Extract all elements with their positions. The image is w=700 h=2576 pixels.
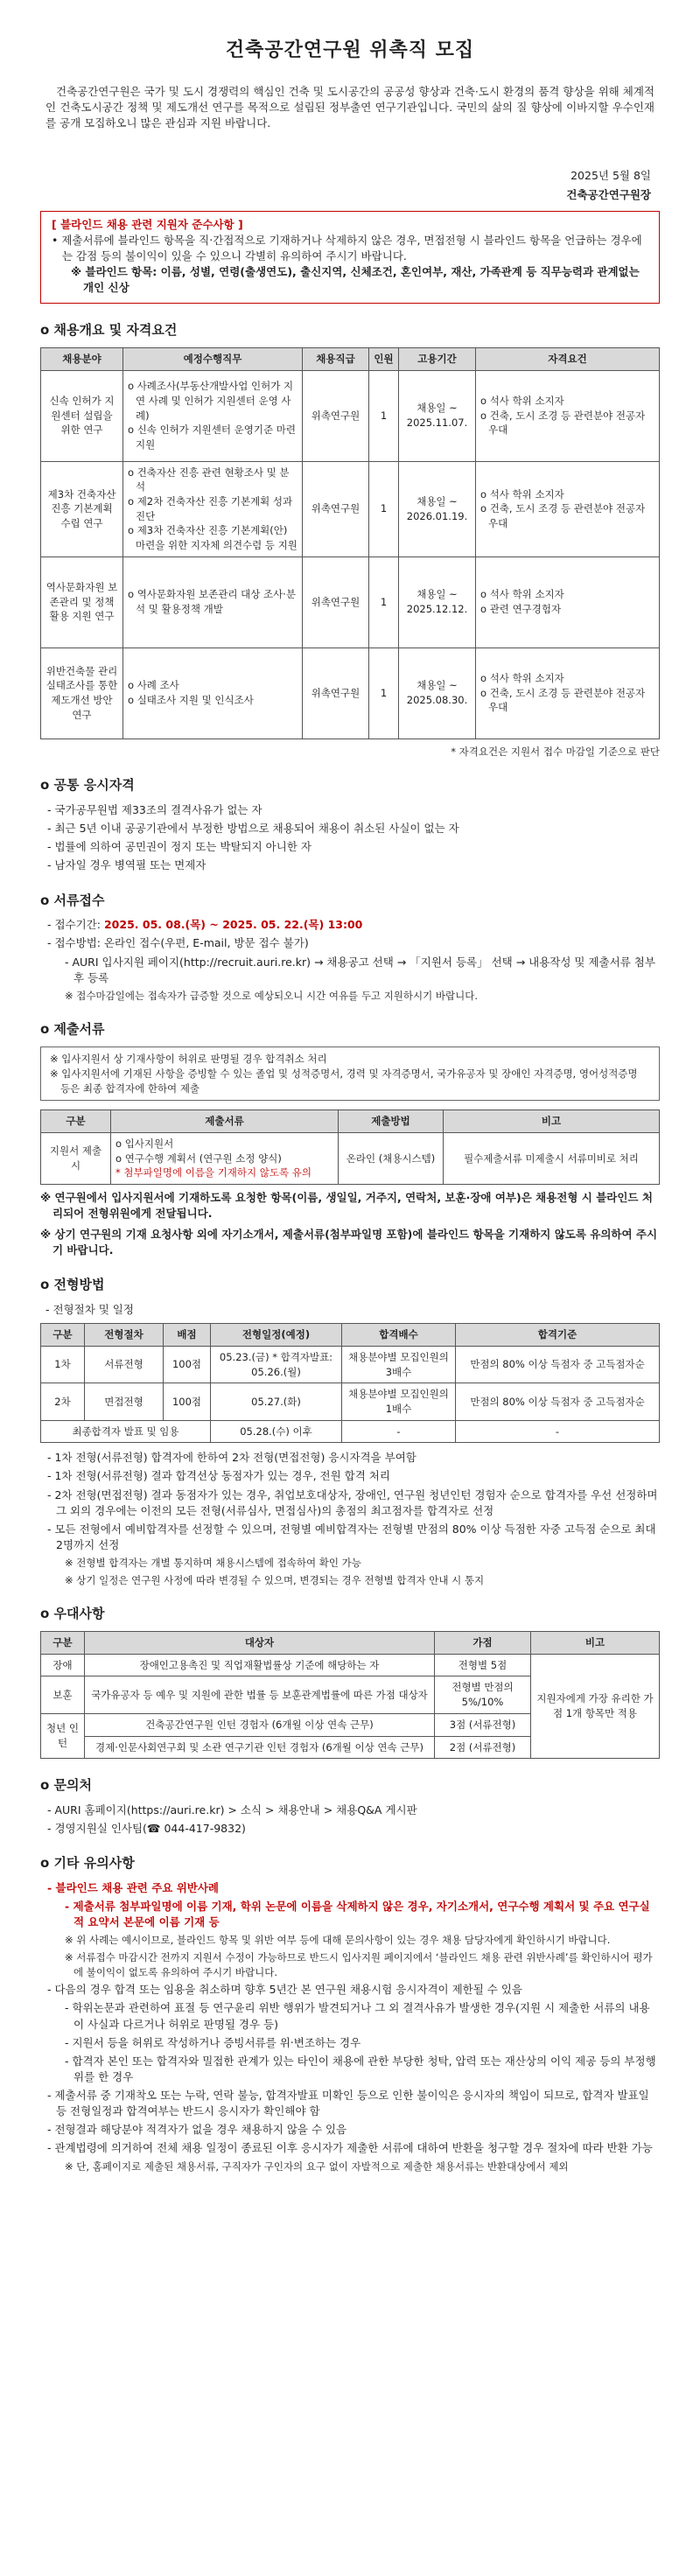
notice-date: 2025년 5월 8일 xyxy=(570,169,651,183)
table-cell: 장애인고용촉진 및 직업재활법률상 기준에 해당하는 자 xyxy=(85,1654,435,1676)
req-item: o 석사 학위 소지자 xyxy=(480,395,564,408)
list-item: - 2차 전형(면접전형) 결과 동점자가 있는 경우, 취업보호대상자, 장애인, 연구원 청년인턴 경험자 순으로 합격자를 우선 선정하며 그 외의 경우에는 이전의 모든 전형(서류심사, 면접심사)의 총점의 최고점자를 합격자로 선정 xyxy=(47,1488,658,1517)
table-cell: 1차 xyxy=(41,1346,85,1382)
req-cell xyxy=(476,556,660,648)
grade-cell: 위촉연구원 xyxy=(303,648,369,738)
table-footnote: * 자격요건은 지원서 접수 마감일 기준으로 판단 xyxy=(451,745,660,758)
duty-item: o 사례 조사 xyxy=(128,679,179,692)
table-cell: 보훈 xyxy=(41,1676,85,1713)
table-header: 자격요건 xyxy=(476,347,660,370)
table-row xyxy=(41,1383,660,1420)
table-cell: 만점의 80% 이상 득점자 중 고득점자순 xyxy=(456,1346,660,1382)
table-header: 예정수행직무 xyxy=(123,347,303,370)
documents-notice-box xyxy=(40,1046,660,1101)
table-header: 배점 xyxy=(164,1324,211,1347)
table-cell: 2차 xyxy=(41,1383,85,1420)
grade-cell: 위촉연구원 xyxy=(303,370,369,461)
section-title: o 공통 응시자격 xyxy=(40,777,135,794)
req-cell xyxy=(476,461,660,556)
duties-cell xyxy=(123,461,303,556)
table-row xyxy=(41,556,660,648)
blind-notice-box xyxy=(40,211,660,304)
duty-item: o 신속 인허가 지원센터 운영기준 마련 지원 xyxy=(128,424,296,452)
table-cell: - xyxy=(456,1420,660,1443)
field-cell: 신속 인허가 지원센터 설립을 위한 연구 xyxy=(41,370,123,461)
violation-heading: - 블라인드 채용 관련 주요 위반사례 xyxy=(47,1880,219,1894)
issuer: 건축공간연구원장 xyxy=(566,188,651,202)
count-cell: 1 xyxy=(369,370,399,461)
table-header: 비고 xyxy=(531,1632,660,1655)
table-header: 합격기준 xyxy=(456,1324,660,1347)
table-cell: 만점의 80% 이상 득점자 중 고득점자순 xyxy=(456,1383,660,1420)
blind-instruction: ※ 상기 연구원의 기재 요청사항 외에 자기소개서, 제출서류(첨부파일명 포함)에 블라인드 항목을 기재하지 않도록 유의하여 주시기 바랍니다. xyxy=(40,1228,658,1257)
table-cell: 경제·인문사회연구회 및 소관 연구기관 인턴 경험자 (6개월 이상 연속 근무) xyxy=(85,1736,435,1759)
table-row xyxy=(41,1346,660,1382)
list-item: - 1차 전형(서류전형) 합격자에 한하여 2차 전형(면접전형) 응시자격을 부여함 xyxy=(47,1451,416,1465)
list-item: - AURI 입사지원 페이지(http://recruit.auri.re.kr) → 채용공고 선택 → 「지원서 등록」 선택 → 내용작성 및 제출서류 첨부 후 등록 xyxy=(65,955,655,984)
list-item: - 다음의 경우 합격 또는 임용을 취소하며 향후 5년간 본 연구원 채용시험 응시자격이 제한될 수 있음 xyxy=(47,1983,522,1997)
table-cell: 서류전형 xyxy=(85,1346,164,1382)
table-row xyxy=(41,1420,660,1443)
count-cell: 1 xyxy=(369,648,399,738)
list-note: ※ 서류접수 마감시간 전까지 지원서 수정이 가능하므로 반드시 입사지원 페이지에서 ‘블라인드 채용 관련 위반사례’를 확인하시어 평가에 불이익이 없도록 유의하여 주시기 바랍니다. xyxy=(65,1950,653,1978)
table-cell: 3점 (서류전형) xyxy=(435,1713,531,1736)
selection-rules xyxy=(40,1450,660,1587)
section-title: o 채용개요 및 자격요건 xyxy=(40,322,178,339)
selection-table xyxy=(40,1323,660,1443)
duties-cell xyxy=(123,648,303,738)
jobs-table xyxy=(40,347,660,739)
table-cell: 05.27.(화) xyxy=(211,1383,342,1420)
list-note: ※ 전형별 합격자는 개별 통지하며 채용시스템에 접속하여 확인 가능 xyxy=(65,1557,361,1570)
list-item: - 접수방법: 온라인 접수(우편, E-mail, 방문 접수 불가) xyxy=(47,936,309,950)
table-cell: 청년 인턴 xyxy=(41,1713,85,1758)
period-cell: 채용일 ~ 2025.11.07. xyxy=(399,370,476,461)
list-item: - 전형결과 해당분야 적격자가 없을 경우 채용하지 않을 수 있음 xyxy=(47,2123,347,2137)
page-title: 건축공간연구원 위촉직 모집 xyxy=(225,39,475,61)
signature-block xyxy=(40,168,651,203)
period-cell: 채용일 ~ 2025.08.30. xyxy=(399,648,476,738)
category-cell: 지원서 제출 시 xyxy=(41,1132,111,1184)
list-item: - 제출서류 중 기재착오 또는 누락, 연락 불능, 합격자발표 미확인 등으로 인한 불이익은 응시자의 책임이 되므로, 합격자 발표일 등 전형일정과 합격여부는 반드시 응시자가 확인해야 함 xyxy=(47,2089,649,2118)
req-item: o 관련 연구경험자 xyxy=(480,603,562,616)
list-item: - 1차 전형(서류전형) 결과 합격선상 동점자가 있는 경우, 전원 합격 처리 xyxy=(47,1469,390,1483)
req-cell xyxy=(476,370,660,461)
list-item: - 남자일 경우 병역필 또는 면제자 xyxy=(47,858,206,872)
field-cell: 제3차 건축자산 진흥 기본계획 수립 연구 xyxy=(41,461,123,556)
document-item: o 연구수행 계획서 (연구원 소정 양식) xyxy=(116,1152,282,1165)
application-list xyxy=(40,917,660,1003)
table-cell: 국가유공자 등 예우 및 지원에 관한 법률 등 보훈관계법률에 따른 가점 대상자 xyxy=(85,1676,435,1713)
table-row xyxy=(41,370,660,461)
req-item: o 석사 학위 소지자 xyxy=(480,487,564,500)
field-cell: 위반건축물 관리 실태조사를 통한 제도개선 방안 연구 xyxy=(41,648,123,738)
table-cell: 최종합격자 발표 및 임용 xyxy=(41,1420,211,1443)
table-row xyxy=(41,1654,660,1676)
duty-item: o 제3차 건축자산 진흥 기본계획(안) 마련을 위한 지자체 의견수렴 등 지원 xyxy=(128,524,298,551)
blind-instruction: ※ 연구원에서 입사지원서에 기재하도록 요청한 항목(이름, 생일일, 거주지, 연락처, 보훈·장애 여부)은 채용전형 시 블라인드 처리되어 전형위원에게 전달됩니다. xyxy=(40,1190,653,1221)
table-row xyxy=(41,648,660,738)
contact-list xyxy=(40,1802,660,1837)
table-header: 대상자 xyxy=(85,1632,435,1655)
table-cell: 100점 xyxy=(164,1383,211,1420)
notice-line: ※ 입사지원서 상 기재사항이 허위로 판명될 경우 합격취소 처리 xyxy=(50,1053,327,1066)
duty-item: o 사례조사(부동산개발사업 인허가 지연 사례 및 인허가 지원센터 운영 사례) xyxy=(128,380,294,422)
table-header: 제출서류 xyxy=(111,1110,339,1133)
table-header: 구분 xyxy=(41,1110,111,1133)
table-cell: 장애 xyxy=(41,1654,85,1676)
intro-paragraph: 건축공간연구원은 국가 및 도시 경쟁력의 핵심인 건축 및 도시공간의 공공성 향상과 건축·도시 환경의 품격 향상을 위해 체계적인 건축도시공간 정책 및 제도개선 연구를 목적으로 설립된 정부출연 연구기관입니다. 국민의 삶의 질 향상에 이바지할 우수인재를 공개 모집하오니 많은 관심과 지원 바랍니다. xyxy=(46,84,654,130)
section-title: o 우대사항 xyxy=(40,1606,105,1622)
list-note: ※ 접수마감일에는 접속자가 급증할 것으로 예상되오니 시간 여유를 두고 지원하시기 바랍니다. xyxy=(65,989,478,1002)
grade-cell: 위촉연구원 xyxy=(303,556,369,648)
remark-cell: 지원자에게 가장 유리한 가점 1개 항목만 적용 xyxy=(531,1654,660,1758)
duty-item: o 역사문화자원 보존관리 대상 조사·분석 및 활용정책 개발 xyxy=(128,588,296,616)
list-item: - 합격자 본인 또는 합격자와 밀접한 관계가 있는 타인이 채용에 관한 부당한 청탁, 압력 또는 재산상의 이익 제공 등의 부정행위를 한 경우 xyxy=(65,2054,656,2083)
req-item: o 석사 학위 소지자 xyxy=(480,672,564,685)
list-item: - 학위논문과 관련하여 표절 등 연구윤리 위반 행위가 발견되거나 그 외 결격사유가 발생한 경우(지원 시 제출한 서류의 내용이 사실과 다르거나 허위로 판명될 경우 등) xyxy=(65,2001,650,2031)
filename-warning: * 첨부파일명에 이름을 기재하지 않도록 유의 xyxy=(116,1166,312,1180)
table-header: 제출방법 xyxy=(339,1110,444,1133)
section-title: o 전형방법 xyxy=(40,1277,105,1293)
table-cell: 100점 xyxy=(164,1346,211,1382)
req-item: o 건축, 도시 조경 등 관련분야 전공자 우대 xyxy=(480,502,646,529)
table-header: 전형절차 xyxy=(85,1324,164,1347)
table-header: 비고 xyxy=(444,1110,660,1133)
table-header: 합격배수 xyxy=(342,1324,456,1347)
table-header: 채용분야 xyxy=(41,347,123,370)
table-cell: 면접전형 xyxy=(85,1383,164,1420)
section-title: o 기타 유의사항 xyxy=(40,1855,135,1872)
period-cell: 채용일 ~ 2026.01.19. xyxy=(399,461,476,556)
method-cell: 온라인 (채용시스템) xyxy=(339,1132,444,1184)
req-item: o 건축, 도시 조경 등 관련분야 전공자 우대 xyxy=(480,409,646,437)
list-note: ※ 위 사례는 예시이므로, 블라인드 항목 및 위반 여부 등에 대해 문의사항이 있는 경우 채용 담당자에게 확인하시기 바랍니다. xyxy=(65,1934,611,1947)
list-note: ※ 상기 일정은 연구원 사정에 따라 변경될 수 있으며, 변경되는 경우 전형별 합격자 안내 시 통지 xyxy=(65,1573,485,1586)
count-cell: 1 xyxy=(369,556,399,648)
table-cell: 건축공간연구원 인턴 경험자 (6개월 이상 연속 근무) xyxy=(85,1713,435,1736)
duties-cell xyxy=(123,370,303,461)
documents-cell xyxy=(111,1132,339,1184)
blind-notice-title: [ 블라인드 채용 관련 지원자 준수사항 ] xyxy=(52,217,243,231)
table-header: 채용직급 xyxy=(303,347,369,370)
list-item: - 경영지원실 인사팀(☎ 044-417-9832) xyxy=(47,1822,246,1836)
list-item: - AURI 홈페이지(https://auri.re.kr) > 소식 > 채용안내 > 채용Q&A 게시판 xyxy=(47,1802,417,1816)
req-item: o 건축, 도시 조경 등 관련분야 전공자 우대 xyxy=(480,686,646,714)
period-value: 2025. 05. 08.(목) ~ 2025. 05. 22.(목) 13:00 xyxy=(103,918,363,932)
table-cell: 2점 (서류전형) xyxy=(435,1736,531,1759)
list-note: ※ 단, 홈페이지로 제출된 채용서류, 구직자가 구인자의 요구 없이 자발적으로 제출한 채용서류는 반환대상에서 제외 xyxy=(65,2160,569,2173)
table-header: 인원 xyxy=(369,347,399,370)
grade-cell: 위촉연구원 xyxy=(303,461,369,556)
table-cell: 05.28.(수) 이후 xyxy=(211,1420,342,1443)
table-row xyxy=(41,1132,660,1184)
notice-line: ※ 입사지원서에 기재된 사항을 증빙할 수 있는 졸업 및 성적증명서, 경력 및 자격증명서, 국가유공자 및 장애인 자격증명, 영어성적증명 등은 최종 합격자에 한하여 제출 xyxy=(50,1067,638,1095)
documents-table xyxy=(40,1110,660,1185)
table-header: 전형일정(예정) xyxy=(211,1324,342,1347)
section-title: o 서류접수 xyxy=(40,892,105,908)
table-header: 고용기간 xyxy=(399,347,476,370)
period-cell: 채용일 ~ 2025.12.12. xyxy=(399,556,476,648)
table-cell: 05.23.(금) * 합격자발표: 05.26.(월) xyxy=(211,1346,342,1382)
field-cell: 역사문화자원 보존관리 및 정책활용 지원 연구 xyxy=(41,556,123,648)
document-item: o 입사지원서 xyxy=(116,1137,174,1150)
table-cell: - xyxy=(342,1420,456,1443)
section-title: o 문의처 xyxy=(40,1777,92,1794)
subheading: - 전형절차 및 일정 xyxy=(46,1303,134,1317)
duty-item: o 건축자산 진흥 관련 현황조사 및 분석 xyxy=(128,466,290,494)
note-cell: 필수제출서류 미제출시 서류미비로 처리 xyxy=(444,1132,660,1184)
blind-items: ※ 블라인드 항목: 이름, 성별, 연령(출생연도), 출신지역, 신체조건, 혼인여부, 재산, 가족관계 등 직무능력과 관계없는 개인 신상 xyxy=(71,264,640,295)
misc-notes xyxy=(40,1880,660,2174)
period-label: - 접수기간: xyxy=(47,918,104,932)
list-item: - 모든 전형에서 예비합격자를 선정할 수 있으며, 전형별 예비합격자는 전형별 만점의 80% 이상 득점한 자중 고득점 순으로 최대 2명까지 선정 xyxy=(47,1522,656,1551)
violation-examples: - 제출서류 첨부파일명에 이름 기재, 학위 논문에 이름을 삭제하지 않은 경우, 자기소개서, 연구수행 계획서 및 주요 연구실적 요약서 본문에 이름 기재 등 xyxy=(65,1900,650,1929)
blind-notice-text: • 제출서류에 블라인드 항목을 직‧간접적으로 기재하거나 삭제하지 않은 경우, 면접전형 시 블라인드 항목을 언급하는 경우에는 감점 등의 불이익이 있을 수 있으니 각별히 유의하여 주시기 바랍니다. xyxy=(52,233,642,262)
table-cell: 전형별 5점 xyxy=(435,1654,531,1676)
preference-table xyxy=(40,1631,660,1759)
table-row xyxy=(41,461,660,556)
duty-item: o 실태조사 지원 및 인식조사 xyxy=(128,694,254,707)
count-cell: 1 xyxy=(369,461,399,556)
table-cell: 채용분야별 모집인원의 3배수 xyxy=(342,1346,456,1382)
table-cell: 전형별 만점의 5%/10% xyxy=(435,1676,531,1713)
duties-cell xyxy=(123,556,303,648)
list-item: - 관계법령에 의거하여 전체 채용 일정이 종료된 이후 응시자가 제출한 서류에 대하여 반환을 청구할 경우 절차에 따라 반환 가능 xyxy=(47,2141,653,2155)
req-cell xyxy=(476,648,660,738)
table-cell: 채용분야별 모집인원의 1배수 xyxy=(342,1383,456,1420)
req-item: o 석사 학위 소지자 xyxy=(480,588,564,601)
list-item: - 최근 5년 이내 공공기관에서 부정한 방법으로 채용되어 채용이 취소된 사실이 없는 자 xyxy=(47,822,459,836)
section-title: o 제출서류 xyxy=(40,1021,105,1038)
table-header: 구분 xyxy=(41,1324,85,1347)
list-item: - 지원서 등을 허위로 작성하거나 증빙서류를 위‧변조하는 경우 xyxy=(65,2035,361,2049)
eligibility-list xyxy=(40,802,660,874)
duty-item: o 제2차 건축자산 진흥 기본계획 성과 진단 xyxy=(128,494,293,522)
table-header: 구분 xyxy=(41,1632,85,1655)
list-item: - 국가공무원법 제33조의 결격사유가 없는 자 xyxy=(47,803,262,817)
table-header: 가점 xyxy=(435,1632,531,1655)
list-item xyxy=(46,917,660,933)
list-item: - 법률에 의하여 공민권이 정지 또는 박탈되지 아니한 자 xyxy=(47,840,312,854)
